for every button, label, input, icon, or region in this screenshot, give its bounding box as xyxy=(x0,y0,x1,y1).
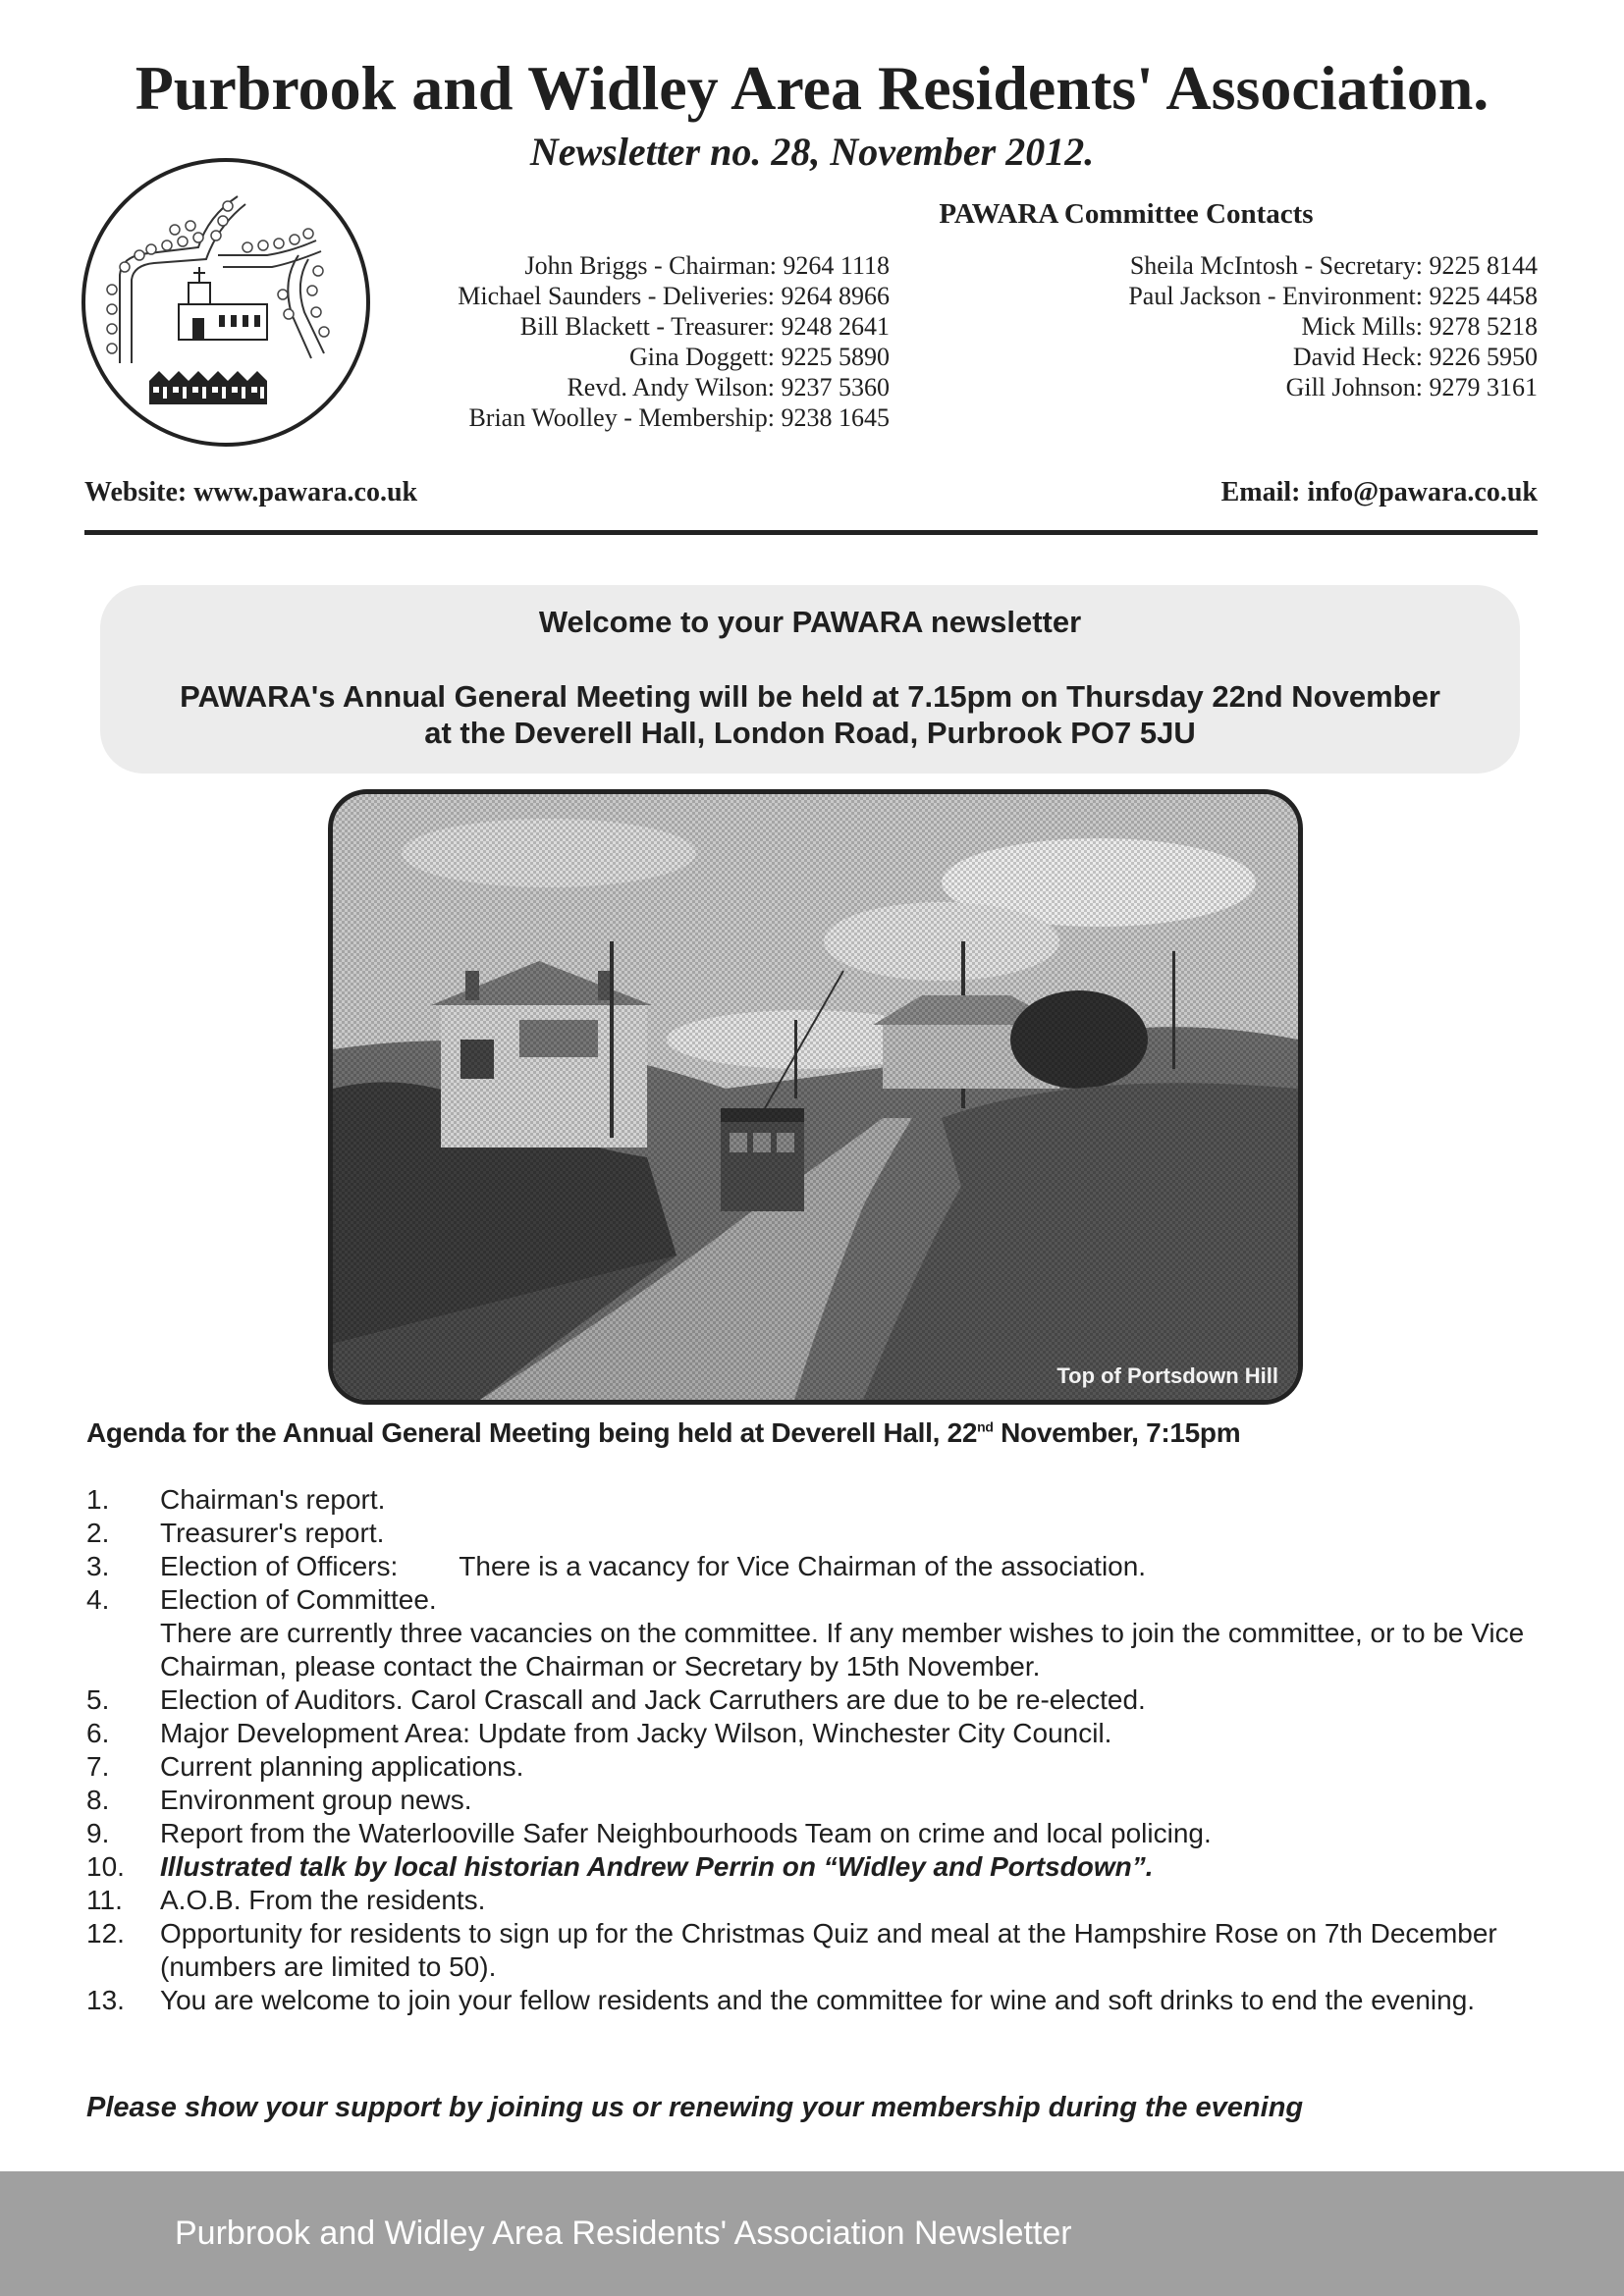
contact-entry: Paul Jackson - Environment: 9225 4458 xyxy=(1128,282,1538,310)
agm-line-1: PAWARA's Annual General Meeting will be held at 7.15pm on Thursday 22nd November xyxy=(180,679,1440,714)
agenda-item xyxy=(86,1817,1540,1850)
agenda-item xyxy=(86,1683,1540,1717)
contact-entry: Gill Johnson: 9279 3161 xyxy=(1285,373,1538,401)
contact-entry: Bill Blackett - Treasurer: 9248 2641 xyxy=(519,312,890,341)
historic-photo xyxy=(328,789,1303,1405)
agenda-heading-date: November, 7:15pm xyxy=(993,1417,1241,1448)
agenda-item-text: Report from the Waterlooville Safer Neighbourhoods Team on crime and local policing. xyxy=(160,1818,1212,1848)
agenda-item-number: 8. xyxy=(86,1785,110,1815)
association-logo xyxy=(81,157,371,448)
agenda-item xyxy=(86,1717,1540,1750)
agenda-item xyxy=(86,1750,1540,1784)
agenda-heading-text: Agenda for the Annual General Meeting being held at Deverell Hall, 22 xyxy=(86,1417,978,1448)
agenda-item-number: 1. xyxy=(86,1484,110,1515)
agenda-item-number: 9. xyxy=(86,1818,110,1848)
agenda-item-text-wrapper xyxy=(160,1550,1540,1583)
agenda-item-number: 6. xyxy=(86,1718,110,1748)
agenda-item-text: Election of Auditors. Carol Crascall and Jack Carruthers are due to be re-elected. xyxy=(160,1684,1146,1715)
website-link[interactable]: Website: www.pawara.co.uk xyxy=(84,477,418,507)
welcome-box xyxy=(100,585,1520,774)
contact-entry: Revd. Andy Wilson: 9237 5360 xyxy=(567,373,890,401)
agenda-item-number: 3. xyxy=(86,1551,110,1581)
agenda-item-text: There are currently three vacancies on the committee. If any member wishes to join the committee, or to be Vice Chairman, please contact the Chairman or Secretary by 15th November. xyxy=(160,1618,1525,1682)
contacts-right-column xyxy=(1128,250,1538,402)
photo-caption: Top of Portsdown Hill xyxy=(1056,1363,1278,1388)
agenda-item-text: Illustrated talk by local historian Andrew Perrin on “Widley and Portsdown”. xyxy=(160,1851,1154,1882)
agenda-item xyxy=(86,1917,1540,1984)
agenda-item-number: 12. xyxy=(86,1918,125,1949)
contact-entry: Mick Mills: 9278 5218 xyxy=(1301,312,1538,341)
agenda-item xyxy=(86,1984,1540,2017)
agenda-item-number: 5. xyxy=(86,1684,110,1715)
agm-line-2: at the Deverell Hall, London Road, Purbrook PO7 5JU xyxy=(424,716,1196,750)
agenda-item-text: You are welcome to join your fellow residents and the committee for wine and soft drinks to end the evening. xyxy=(160,1985,1476,2015)
agenda-item-text: Environment group news. xyxy=(160,1785,472,1815)
contacts-left-column xyxy=(458,250,890,433)
agenda-heading xyxy=(86,1417,1240,1449)
agenda-item-number: 13. xyxy=(86,1985,125,2015)
welcome-title: Welcome to your PAWARA newsletter xyxy=(538,605,1082,639)
contact-entry: Brian Woolley - Membership: 9238 1645 xyxy=(468,403,890,432)
agenda-item-number: 10. xyxy=(86,1851,125,1882)
agenda-item-text: A.O.B. From the residents. xyxy=(160,1885,486,1915)
newsletter-title: Purbrook and Widley Area Residents' Association. xyxy=(135,53,1489,123)
email-link[interactable]: Email: info@pawara.co.uk xyxy=(1220,477,1538,507)
agenda-item-text: Chairman's report. xyxy=(160,1484,386,1515)
contact-entry: John Briggs - Chairman: 9264 1118 xyxy=(524,251,890,280)
newsletter-subtitle: Newsletter no. 28, November 2012. xyxy=(529,130,1095,174)
contact-entry: David Heck: 9226 5950 xyxy=(1292,343,1538,371)
agenda-item xyxy=(86,1784,1540,1817)
agenda-item xyxy=(86,1483,1540,1517)
agenda-item-text: Treasurer's report. xyxy=(160,1518,385,1548)
support-message: Please show your support by joining us or renewing your membership during the evening xyxy=(86,2092,1304,2123)
contact-entry: Sheila McIntosh - Secretary: 9225 8144 xyxy=(1129,251,1538,280)
agenda-item xyxy=(86,1550,1540,1583)
agenda-heading-ordinal: nd xyxy=(977,1418,994,1435)
agenda-item-text: Election of Committee. xyxy=(160,1584,437,1615)
agenda-item xyxy=(86,1850,1540,1884)
agenda-item-text: Opportunity for residents to sign up for the Christmas Quiz and meal at the Hampshire Rose on 7th December (numbers are limited to 50). xyxy=(160,1918,1497,1982)
agenda-item-number: 7. xyxy=(86,1751,110,1782)
agenda-item-text: Election of Officers: xyxy=(160,1551,399,1581)
agenda-item-number xyxy=(86,1617,160,1683)
contact-entry: Gina Doggett: 9225 5890 xyxy=(628,343,890,371)
footer-text: Purbrook and Widley Area Residents' Association Newsletter xyxy=(175,2215,1072,2252)
contacts-heading: PAWARA Committee Contacts xyxy=(939,198,1314,230)
agenda-item xyxy=(86,1884,1540,1917)
agenda-item-number: 4. xyxy=(86,1584,110,1615)
agenda-item-text: Current planning applications. xyxy=(160,1751,524,1782)
agenda-item xyxy=(86,1583,1540,1617)
agenda-list xyxy=(86,1483,1540,2017)
contact-entry: Michael Saunders - Deliveries: 9264 8966 xyxy=(458,282,890,310)
agenda-item-continuation xyxy=(86,1617,1540,1683)
header-divider xyxy=(84,530,1538,535)
agenda-item-number: 11. xyxy=(86,1885,123,1915)
agenda-item-note: There is a vacancy for Vice Chairman of the association. xyxy=(459,1551,1147,1581)
agm-announcement xyxy=(100,678,1520,751)
agenda-item xyxy=(86,1517,1540,1550)
agenda-item-text: Major Development Area: Update from Jacky Wilson, Winchester City Council. xyxy=(160,1718,1112,1748)
footer-bar xyxy=(0,2171,1624,2296)
agenda-item-number: 2. xyxy=(86,1518,110,1548)
